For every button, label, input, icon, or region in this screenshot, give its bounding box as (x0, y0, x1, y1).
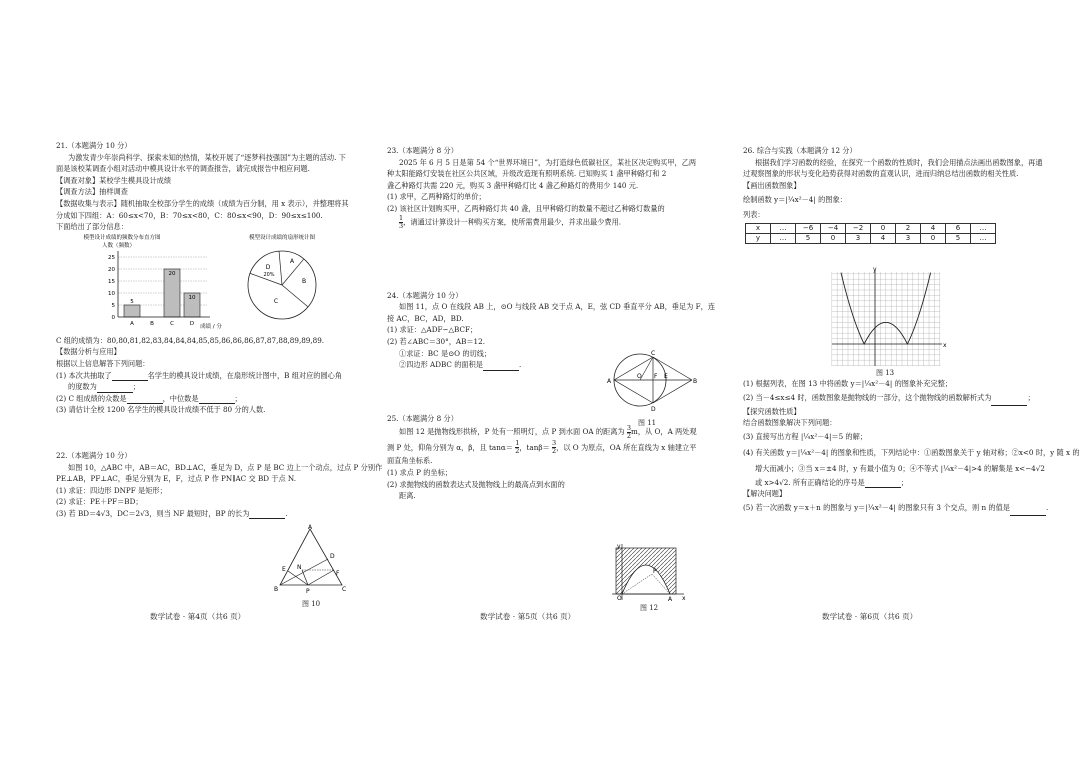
histogram-ytick: 25 (108, 254, 115, 261)
q23-sub2: (2) 该社区计划购买甲，乙两种路灯共 40 盏，且甲种路灯的数量不超过乙种路灯数量的 (387, 203, 665, 213)
histogram-ytick: 20 (108, 266, 115, 273)
table-row-y (746, 233, 996, 243)
q22-sub3: (3) 若 BD＝4√3，DC＝2√3，则当 NF 最短时，BP 的长为 . (56, 508, 288, 518)
q21-sub2: (2) C 组成绩的众数是 ，中位数是 ； (56, 393, 242, 403)
svg-text:E: E (664, 373, 668, 380)
table-cell: −4 (821, 223, 846, 233)
footer-page-5: 数学试卷 · 第5页（共6 页） (480, 612, 576, 621)
svg-text:B: B (274, 586, 279, 593)
pie-slice-label: D (265, 263, 271, 271)
figure-13-caption: 图 13 (876, 369, 895, 377)
q21-header: 21.（本题满分 10 分） (56, 141, 132, 150)
svg-text:C: C (651, 350, 656, 357)
q26-solve-label: 【解决问题】 (743, 489, 787, 499)
svg-text:A: A (308, 524, 313, 531)
histogram-ytick: 0 (111, 314, 115, 321)
table-cell: 0 (821, 233, 846, 243)
answer-blank (127, 395, 163, 404)
q26-sub2: (2) 当－4≤x≤4 时，函数图象是抛物线的一部分，这个抛物线的函数解析式为 ； (743, 390, 1043, 406)
q25-header: 25.（本题满分 8 分） (387, 413, 458, 423)
histogram-xtick: A (130, 320, 134, 327)
table-cell: y (746, 233, 771, 243)
figure-12-caption: 图 12 (640, 604, 659, 612)
q21-partial-info: 下面给出了部分信息： (56, 222, 128, 232)
answer-blank (991, 397, 1027, 406)
table-cell: x (746, 223, 771, 233)
q22-sub1: (1) 求证：四边形 DNPF 是矩形； (56, 485, 167, 495)
figure-11 (600, 348, 700, 414)
histogram-ytick: 15 (108, 278, 115, 285)
histogram-ytick: 10 (108, 290, 115, 297)
svg-text:P: P (653, 568, 657, 575)
table-cell: … (771, 223, 796, 233)
svg-text:x: x (682, 595, 686, 602)
table-cell: 4 (871, 233, 896, 243)
footer-page-4: 数学试卷 · 第4页（共6 页） (150, 612, 246, 621)
q23-line-2: 种太阳能路灯安装在社区公共区域，升级改造现有照明系统. 已知购买 1 盏甲种路灯和 2 (387, 169, 667, 179)
q21-object: 【调查对象】某校学生模具设计成绩 (56, 175, 172, 185)
q24-header: 24.（本题满分 10 分） (387, 290, 463, 300)
q22-line-2: PE⊥AB，PF⊥AC，垂足分别为 E，F，过点 P 作 PN∥AC 交 BD 于点 N. (56, 474, 297, 484)
figure-10 (272, 525, 352, 595)
q22-header: 22.（本题满分 10 分） (56, 450, 132, 460)
histogram-data-label: 10 (188, 294, 196, 301)
q23-line-1: 2025 年 6 月 5 日是第 54 个“世界环境日”，为打造绿色低碳社区，某社区决定购买甲，乙两 (399, 157, 697, 167)
q26-explore-text: 结合函数图象解决下列问题： (743, 418, 837, 428)
table-cell: 6 (946, 223, 971, 233)
answer-blank (112, 372, 148, 381)
svg-text:F: F (654, 373, 658, 380)
q23-header: 23.（本题满分 8 分） (387, 146, 458, 155)
pie-slice-boundary (279, 251, 282, 285)
svg-text:F: F (336, 570, 340, 577)
q21-intro-1: 为激发青少年崇尚科学、探索未知的热情，某校开展了“逐梦科技强国”为主题的活动. 下 (68, 152, 346, 162)
svg-text:y: y (617, 543, 621, 550)
pie-slice-label: A (289, 257, 295, 265)
pie-chart (232, 233, 342, 333)
table-row-x (746, 223, 996, 233)
svg-text:A: A (607, 378, 612, 385)
q26-sub5: (5) 若一次函数 y＝x＋n 的图象与 y＝|¼x²－4| 的图象只有 3 个交点，则 n 的值是 . (743, 500, 1043, 516)
table-cell: −2 (846, 223, 871, 233)
q26-header: 26. 综合与实践（本题满分 12 分） (743, 146, 857, 155)
table-cell: 2 (896, 223, 921, 233)
table-cell: … (971, 223, 996, 233)
q21-charts-row (56, 233, 356, 335)
answer-blank (865, 479, 901, 488)
figure-12 (608, 542, 688, 602)
q21-sub1: (1) 本次共抽取了 名学生的模具设计成绩，在扇形统计图中，B 组对应的圆心角 (56, 370, 343, 380)
histogram-ylabel: 人数（频数） (102, 242, 136, 249)
q22-line-1: 如图 10，△ABC 中，AB＝AC，BD⊥AC，垂足为 D，点 P 是 BC 边上一个动点，过点 P 分别作 (68, 462, 383, 472)
histogram-xlabel: 成绩 / 分 (200, 323, 222, 330)
histogram-data-label: 20 (168, 270, 176, 277)
q22-sub2: (2) 求证：PE＋PF＝BD； (56, 497, 143, 507)
figure-10-caption: 图 10 (302, 600, 321, 608)
answer-blank (199, 395, 235, 404)
q24-sub1: (1) 求证：△ADF∽△BCF； (387, 325, 478, 335)
fraction-one-third: $\frac{1}{3}$ (399, 213, 404, 230)
svg-text:A: A (668, 596, 673, 603)
answer-blank (97, 384, 133, 393)
answer-blank (1010, 507, 1046, 516)
q26-line-1: 根据我们学习函数的经验，在探究一个函数的性质时，我们会用描点法画出函数图象，再通 (755, 157, 1043, 167)
q24-sub2a: ①求证：BC 是⊙O 的切线； (399, 348, 492, 358)
value-table (745, 223, 996, 244)
histogram-chart (64, 233, 234, 333)
q26-list-label: 列表： (743, 210, 765, 220)
q26-draw-text: 绘制函数 y＝|¼x²－4| 的图象： (743, 195, 847, 205)
q21-collect-1: 【数据收集与表示】随机抽取全校部分学生的成绩（成绩为百分制，用 x 表示），并整理将其 (56, 198, 349, 208)
q25-line-3: 面直角坐标系. (387, 456, 433, 466)
svg-text:B: B (693, 378, 698, 385)
table-cell: 3 (846, 233, 871, 243)
table-cell: … (971, 233, 996, 243)
svg-text:O: O (637, 373, 642, 380)
figure-13 (830, 268, 950, 368)
q24-sub2: (2) 若∠ABC＝30°，AB＝12. (387, 336, 485, 346)
svg-text:D: D (330, 553, 335, 560)
q26-sub4c: 或 x>4√2. 所有正确结论的序号是 ； (755, 477, 908, 487)
table-cell: 5 (796, 233, 821, 243)
svg-text:D: D (651, 406, 656, 413)
q24-line-2: 接 AC，BC，AD，BD. (387, 313, 464, 323)
q21-analysis: 【数据分析与应用】 (56, 347, 121, 357)
svg-text:E: E (282, 566, 286, 573)
q21-collect-2: 分成如下四组：A：60≤x<70，B：70≤x<80，C：80≤x<90，D：90≤x≤100. (56, 210, 323, 220)
q21-sub1-cont: 的度数为 ； (68, 382, 140, 392)
histogram-xtick: C (170, 320, 174, 327)
q23-sub2-cont: $\frac{1}{3}$ ，请通过计算设计一种购买方案，使所需费用最少，并求出最少费用. (399, 213, 622, 230)
table-cell: … (771, 233, 796, 243)
table-cell: 4 (921, 223, 946, 233)
table-cell: 0 (871, 223, 896, 233)
pie-title: 模型设计成绩的扇形统计图 (248, 234, 316, 241)
q21-method: 【调查方法】抽样调查 (56, 187, 128, 197)
q25-line-1: 如图 12 是抛物线形拱桥，P 处有一照明灯，点 P 到水面 OA 的距离为 $\frac{3}{2}$ m，从 O，A 两处观 (399, 423, 697, 440)
q26-draw-label: 【画出函数图象】 (743, 180, 801, 190)
q26-sub3: (3) 直接写出方程 |¼x²－4|＝5 的解； (743, 431, 867, 441)
q25-sub2: (2) 求抛物线的函数表达式及抛物线上的最高点到水面的 (387, 479, 565, 489)
q21-sub3: (3) 请估计全校 1200 名学生的模具设计成绩不低于 80 分的人数. (56, 405, 266, 415)
column-page-5 (387, 145, 716, 502)
pie-annotation: 20% (263, 271, 275, 278)
q21-c-scores: C 组的成绩为：80,80,81,82,83,84,84,84,85,85,86,86,86,87,87,88,89,89,89. (56, 335, 325, 345)
q25-sub2-cont: 距离. (399, 491, 416, 501)
q23-line-3: 盏乙种路灯共需 220 元，购买 3 盏甲种路灯比 4 盏乙种路灯的费用少 140 元. (387, 180, 639, 190)
answer-blank (249, 510, 285, 519)
q24-sub2b: ②四边形 ADBC 的面积是 . (399, 360, 522, 370)
pie-slice-boundary (282, 285, 308, 307)
svg-text:y: y (873, 266, 877, 273)
svg-text:O: O (617, 595, 622, 602)
pie-slice-label: B (301, 277, 307, 285)
table-cell: 5 (946, 233, 971, 243)
histogram-bar (124, 305, 140, 317)
q26-line-2: 过观察图象的形状与变化趋势获得对函数的直观认识，进而归纳总结出函数的相关性质. (743, 169, 1019, 179)
q24-line-1: 如图 11，点 O 在线段 AB 上，⊙O 与线段 AB 交于点 A，E，弦 CD 垂直平分 AB，垂足为 F，连 (399, 302, 716, 312)
q21-answer-intro: 根据以上信息解答下列问题： (56, 358, 150, 368)
table-cell: 0 (921, 233, 946, 243)
q25-line-2: 测 P 处，仰角分别为 α，β，且 tanα＝ $\frac{1}{2}$ ，tanβ＝ $\frac{3}{2}$ ，以 O 为原点，OA 所在直线为 x 轴建立平 (387, 439, 697, 456)
histogram-xtick: D (189, 320, 195, 327)
svg-text:N: N (297, 564, 302, 571)
q25-sub1: (1) 求点 P 的坐标； (387, 467, 452, 477)
footer-page-6: 数学试卷 · 第6页（共6 页） (822, 612, 918, 621)
histogram-data-label: 5 (130, 298, 134, 305)
column-page-4 (56, 140, 383, 519)
q21-intro-2: 面是该校某调查小组对活动中模具设计水平的调查报告，请完成报告中相应问题. (56, 164, 310, 174)
q26-sub4a: (4) 有关函数 y＝|¼x²－4| 的图象和性质，下列结论中：①函数图象关于 y 轴对称；②x<0 时，y 随 x 的 (743, 447, 1080, 457)
svg-text:C: C (342, 586, 347, 593)
q26-sub1: (1) 根据列表，在图 13 中将函数 y＝|¼x²－4| 的图象补充完整； (743, 378, 953, 388)
q26-explore-label: 【探究函数性质】 (743, 406, 801, 416)
pie-slice-label: C (273, 297, 279, 305)
q23-sub1: (1) 求甲，乙两种路灯的单价； (387, 192, 486, 202)
histogram-ytick: 5 (111, 302, 115, 309)
answer-blank (483, 362, 519, 371)
q26-sub4b: 增大而减小；③当 x＝±4 时，y 有最小值为 0；④不等式 |¼x²－4|>4 的解集是 x<−4√2 (755, 463, 1045, 473)
svg-text:x: x (943, 342, 947, 349)
table-cell: 3 (896, 233, 921, 243)
histogram-xtick: B (150, 320, 154, 327)
histogram-title: 模型设计成绩的频数分布直方图 (83, 234, 161, 241)
table-cell: −6 (796, 223, 821, 233)
figure-11-caption: 图 11 (638, 419, 657, 427)
svg-text:P: P (306, 588, 310, 595)
